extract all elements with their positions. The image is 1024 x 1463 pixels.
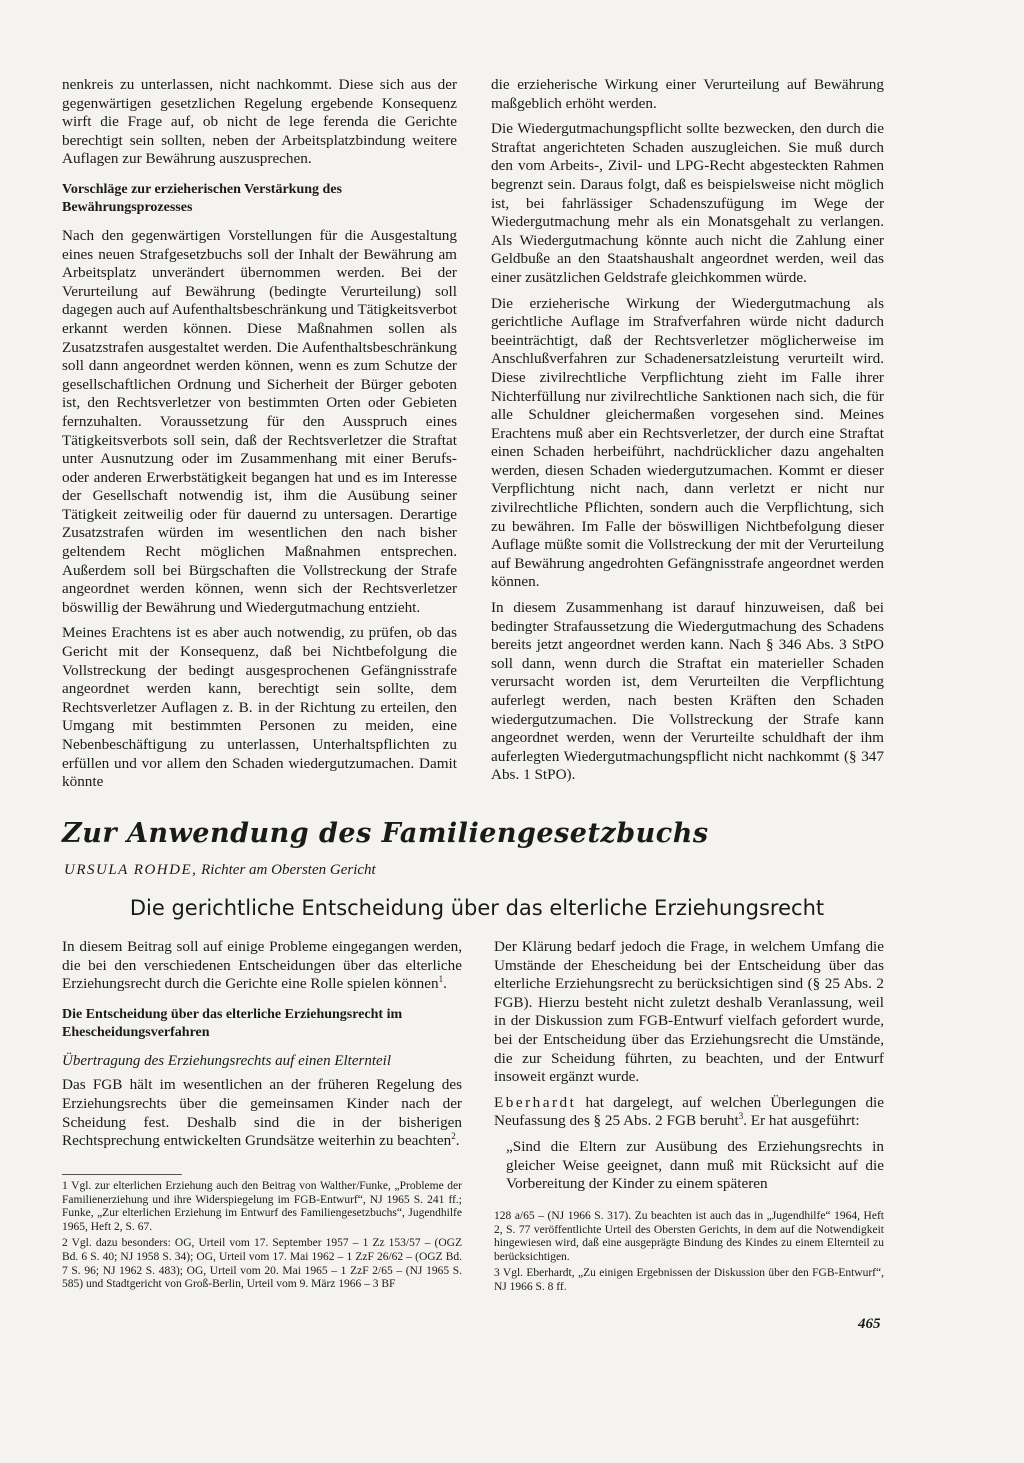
footnote-ref[interactable]: 3	[738, 1111, 744, 1122]
right-column-bottom	[494, 938, 884, 1201]
paragraph: Der Klärung bedarf jedoch die Frage, in welchem Umfang die Umstände der Ehescheidung bei der Entscheidung über das elterliche Erziehungsrecht zu berücksichtigen sind (§ 25 Abs. 2 FGB). Hierzu besteht nicht zuletzt deshalb Veranlassung, weil in der Diskussion zum FGB-Entwurf vielfach gefordert wurde, bei der Entscheidung über das Erziehungsrecht die Umstände, die zur Scheidung führten, zu beachten, und der Entwurf insoweit ergänzt wurde.	[494, 938, 884, 1086]
author-name: URSULA ROHDE,	[64, 862, 198, 878]
paragraph: Nach den gegenwärtigen Vorstellungen für die Ausgestaltung eines neuen Strafgesetzbuchs soll der Inhalt der Bewährung am Arbeitsplatz unverändert übernommen werden. Bei der Verurteilung auf Bewährung (bedingte Verurteilung) soll dagegen auch auf Aufenthaltsbeschränkung und Tätigkeitsverbot erkannt werden können. Diese Maßnahmen sollen als Zusatzstrafen ausgestaltet werden. Die Aufenthaltsbeschränkung soll dann angeordnet werden können, wenn es zum Schutze der gesellschaftlichen Ordnung und Sicherheit der Bürger geboten ist, den Rechtsverletzer von bestimmten Orten oder Gebieten fernzuhalten. Voraussetzung für den Ausspruch eines Tätigkeitsverbots soll sein, daß der Rechtsverletzer die Straftat unter Ausnutzung oder im Zusammenhang mit einer Berufs- oder anderen Erwerbstätigkeit begangen hat und es im Interesse der Gesellschaft notwendig ist, ihm die Ausübung seiner Tätigkeit zeitweilig oder für dauernd zu untersagen. Derartige Zusatzstrafen würden im wesentlichen den nach bisher geltendem Recht möglichen Maßnahmen entsprechen. Außerdem soll bei Bürgschaften die Vollstreckung der Strafe angeordnet werden können, wenn sich der Rechtsverletzer böswillig der Bewährung und Wiedergutmachung entzieht.	[62, 226, 457, 616]
paragraph: Die erzieherische Wirkung der Wiedergutmachung als gerichtliche Auflage im Strafverfahren würde nicht dadurch beeinträchtigt, daß der Rechtsverletzer möglicherweise im Anschlußverfahren zur Schadenersatzleistung verurteilt wird. Diese zivilrechtliche Verpflichtung zieht im Falle ihrer Nichterfüllung nur zivilrechtliche Sanktionen nach sich, die für alle Schuldner gleichermaßen vorgesehen sind. Meines Erachtens muß aber ein Rechtsverletzer, der durch eine Straftat einen Schaden herbeiführt, nachdrücklicher dazu angehalten werden, diesen Schaden wiedergutzumachen. Kommt er dieser Verpflichtung nicht nach, dann verletzt er nicht nur zivilrechtliche Pflichten, sondern auch die Verpflichtung, sich zu bewähren. Im Falle der böswilligen Nichtbefolgung dieser Auflage müßte somit die Vollstreckung der mit der Verurteilung auf Bewährung angedrohten Gefängnisstrafe angeordnet werden können.	[491, 294, 884, 591]
section-subheading: Vorschläge zur erzieherischen Verstärkung des Bewährungsprozesses	[62, 181, 342, 215]
page-number: 465	[858, 1316, 881, 1332]
author-line	[64, 862, 664, 879]
footnote: 128 a/65 – (NJ 1966 S. 317). Zu beachten ist auch das in „Jugendhilfe“ 1964, Heft 2, S. 77 veröffentlichte Urteil des Obersten Gerichts, in dem auf die Notwendigkeit hingewiesen wird, daß eine ausgeprägte Bindung des Kindes zu einem Elternteil zu berücksichtigen.	[494, 1210, 884, 1263]
quote: „Sind die Eltern zur Ausübung des Erziehungsrechts in gleicher Weise geeignet, dann muß mit Rücksicht auf die Vorbereitung der Kinder zu einem späteren	[506, 1137, 884, 1193]
italic-subheading: Übertragung des Erziehungsrechts auf einen Elternteil	[62, 1052, 391, 1069]
section-subheading: Die Entscheidung über das elterliche Erziehungsrecht im Ehescheidungsverfahren	[62, 1006, 403, 1040]
author-reference: Eberhardt	[494, 1093, 577, 1111]
author-role: Richter am Obersten Gericht	[201, 862, 376, 878]
footnote-ref[interactable]: 2	[451, 1131, 456, 1142]
paragraph: Das FGB hält im wesentlichen an der früheren Regelung des Erziehungsrechts über die gemeinsamen Kinder nach der Scheidung fest. Deshalb sind die in der bisherigen Rechtsprechung entwickelten Grundsätze weiterhin zu beachten$^2$.	[62, 1076, 462, 1150]
paragraph: Meines Erachtens ist es aber auch notwendig, zu prüfen, ob das Gericht mit der Konsequenz, daß bei Nichtbefolgung die Vollstreckung der bedingt ausgesprochenen Gefängnisstrafe angeordnet werden kann, berechtigt sein sollte, dem Rechtsverletzer Auflagen z. B. in der Richtung zu erteilen, den Umgang mit bestimmten Personen zu meiden, eine Nebenbeschäftigung zu unterlassen, Unterhaltspflichten zu erfüllen und vor allem den Schaden wiedergutzumachen. Damit könnte	[62, 624, 457, 791]
article-title: Die gerichtliche Entscheidung über das elterliche Erziehungsrecht	[129, 896, 825, 920]
paragraph: Die Wiedergutmachungspflicht sollte bezwecken, den durch die Straftat angerichteten Schaden auszugleichen. Sie muß durch den vom Arbeits-, Zivil- und LPG-Recht abgesteckten Rahmen begrenzt sein. Daraus folgt, daß es beispielsweise nicht möglich ist, bei fahrlässiger Schadenszufügung im Wege der Wiedergutmachung mehr als ein Monatsgehalt zu verlangen. Als Wiedergutmachung könnte auch nicht die Zahlung einer Geldbuße an den Staatshaushalt angeordnet werden, weil das einer zusätzlichen Geldstrafe gleichkommen würde.	[491, 120, 884, 286]
footnote-ref[interactable]: 1	[438, 974, 444, 985]
paragraph: die erzieherische Wirkung einer Verurteilung auf Bewährung maßgeblich erhöht werden.	[491, 76, 884, 112]
paragraph: In diesem Beitrag soll auf einige Probleme eingegangen werden, die bei den verschiedenen Entscheidungen über das elterliche Erziehungsrecht durch die Gerichte eine Rolle spielen können$^1$.	[62, 938, 462, 993]
footnote-divider	[62, 1174, 182, 1175]
right-column-top	[491, 76, 884, 792]
left-column-top	[62, 76, 457, 799]
footnote: 2 Vgl. dazu besonders: OG, Urteil vom 17. September 1957 – 1 Zz 153/57 – (OGZ Bd. 6 S. 40; NJ 1958 S. 34); OG, Urteil vom 17. Mai 1962 – 1 ZzF 26/62 – (OGZ Bd. 7 S. 96; NJ 1962 S. 483); OG, Urteil vom 20. Mai 1965 – 1 ZzF 2/65 – (NJ 1965 S. 585) und Stadtgericht von Groß-Berlin, Urteil vom 9. März 1966 – 3 BF	[62, 1237, 462, 1291]
footnote: 1 Vgl. zur elterlichen Erziehung auch den Beitrag von Walther/Funke, „Probleme der Familienerziehung und ihre Widerspiegelung im FGB-Entwurf“, NJ 1965 S. 241 ff.; Funke, „Zur elterlichen Erziehung im Entwurf des Familiengesetzbuchs“, Jugendhilfe 1965, Heft 2, S. 67.	[62, 1180, 462, 1233]
left-column-bottom	[62, 938, 462, 1158]
section-heading: Zur Anwendung des Familiengesetzbuchs	[62, 818, 709, 849]
paragraph: nenkreis zu unterlassen, nicht nachkommt. Diese sich aus der gegenwärtigen gesetzlichen Regelung ergebende Konsequenz wirft die Frage auf, ob nicht de lege ferenda die Gerichte berechtigt sein sollten, neben der Arbeitsplatzbindung weitere Auflagen zur Bewährung auszusprechen.	[62, 76, 457, 168]
footnotes-right	[494, 1210, 884, 1298]
footnote: 3 Vgl. Eberhardt, „Zu einigen Ergebnissen der Diskussion über den FGB-Entwurf“, NJ 1966 S. 8 ff.	[494, 1267, 884, 1293]
paragraph: Eberhardt hat dargelegt, auf welchen Überlegungen die Neufassung des § 25 Abs. 2 FGB beruht$^3$. Er hat ausgeführt:	[494, 1093, 884, 1130]
footnotes-left	[62, 1180, 462, 1295]
paragraph: In diesem Zusammenhang ist darauf hinzuweisen, daß bei bedingter Strafaussetzung die Wiedergutmachung des Schadens bereits jetzt angeordnet werden kann. Nach § 346 Abs. 3 StPO soll dann, wenn durch die Straftat ein materieller Schaden verursacht worden ist, dem Verurteilten die Verpflichtung auferlegt werden, nach besten Kräften den Schaden wiedergutzumachen. Die Vollstreckung der Strafe kann angeordnet werden, wenn der Verurteilte schuldhaft der ihm auferlegten Wiedergutmachungspflicht nicht nachkommt (§ 347 Abs. 1 StPO).	[491, 599, 884, 784]
